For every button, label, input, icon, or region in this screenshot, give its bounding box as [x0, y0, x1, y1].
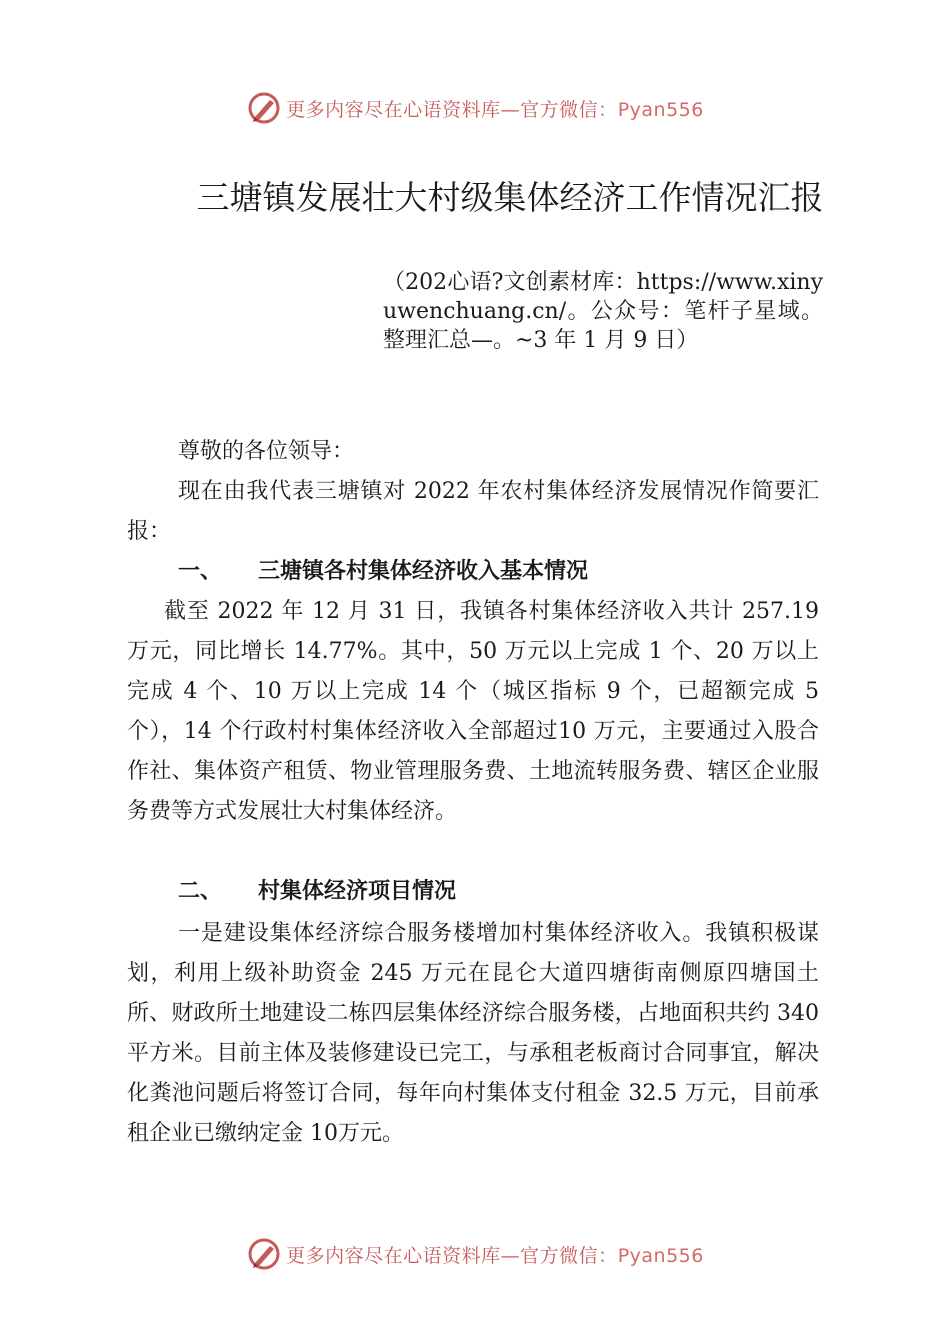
section2-paragraph: 一是建设集体经济综合服务楼增加村集体经济收入。我镇积极谋划，利用上级补助资金 245 万元在昆仑大道四塘街南侧原四塘国土所、财政所土地建设二栋四层集体经济综合服务楼，占地面积共约 340 平方米。目前主体及装修建设已完工，与承租老板商讨合同事宜，解决化粪池问题后将签订合同，每年向村集体支付租金 32.5 万元，目前承租企业已缴纳定金 10万元。 [127, 921, 819, 1146]
watermark-banner-top [0, 86, 950, 130]
document-title: 三塘镇发展壮大村级集体经济工作情况汇报 [196, 178, 824, 217]
watermark-text: 更多内容尽在心语资料库—官方微信：Pyan556 [286, 1244, 704, 1267]
pen-logo-icon [246, 1236, 282, 1272]
source-note: （202心语?文创素材库：https://www.xinyuwenchuang.cn/。公众号：笔杆子星域。整理汇总—。~3 年 1 月 9 日） [383, 270, 823, 353]
watermark-text: 更多内容尽在心语资料库—官方微信：Pyan556 [286, 98, 704, 121]
watermark-banner-bottom [0, 1232, 950, 1276]
salutation: 尊敬的各位领导： [178, 439, 355, 464]
section1-paragraph: 截至 2022 年 12 月 31 日，我镇各村集体经济收入共计 257.19 万元，同比增长 14.77%。其中，50 万元以上完成 1 个、20 万以上完成 4 个、10 万以上完成 14 个（城区指标 9 个，已超额完成 5 个），14 个行政村村集体经济收入全部超过10 万元，主要通过入股合作社、集体资产租赁、物业管理服务费、土地流转服务费、辖区企业服务费等方式发展壮大村集体经济。 [127, 599, 819, 824]
section1-heading: 一、 三塘镇各村集体经济收入基本情况 [178, 559, 589, 584]
section2-heading: 二、 村集体经济项目情况 [178, 879, 457, 904]
intro-paragraph: 现在由我代表三塘镇对 2022 年农村集体经济发展情况作简要汇报： [127, 479, 819, 544]
pen-logo-icon [246, 90, 282, 126]
